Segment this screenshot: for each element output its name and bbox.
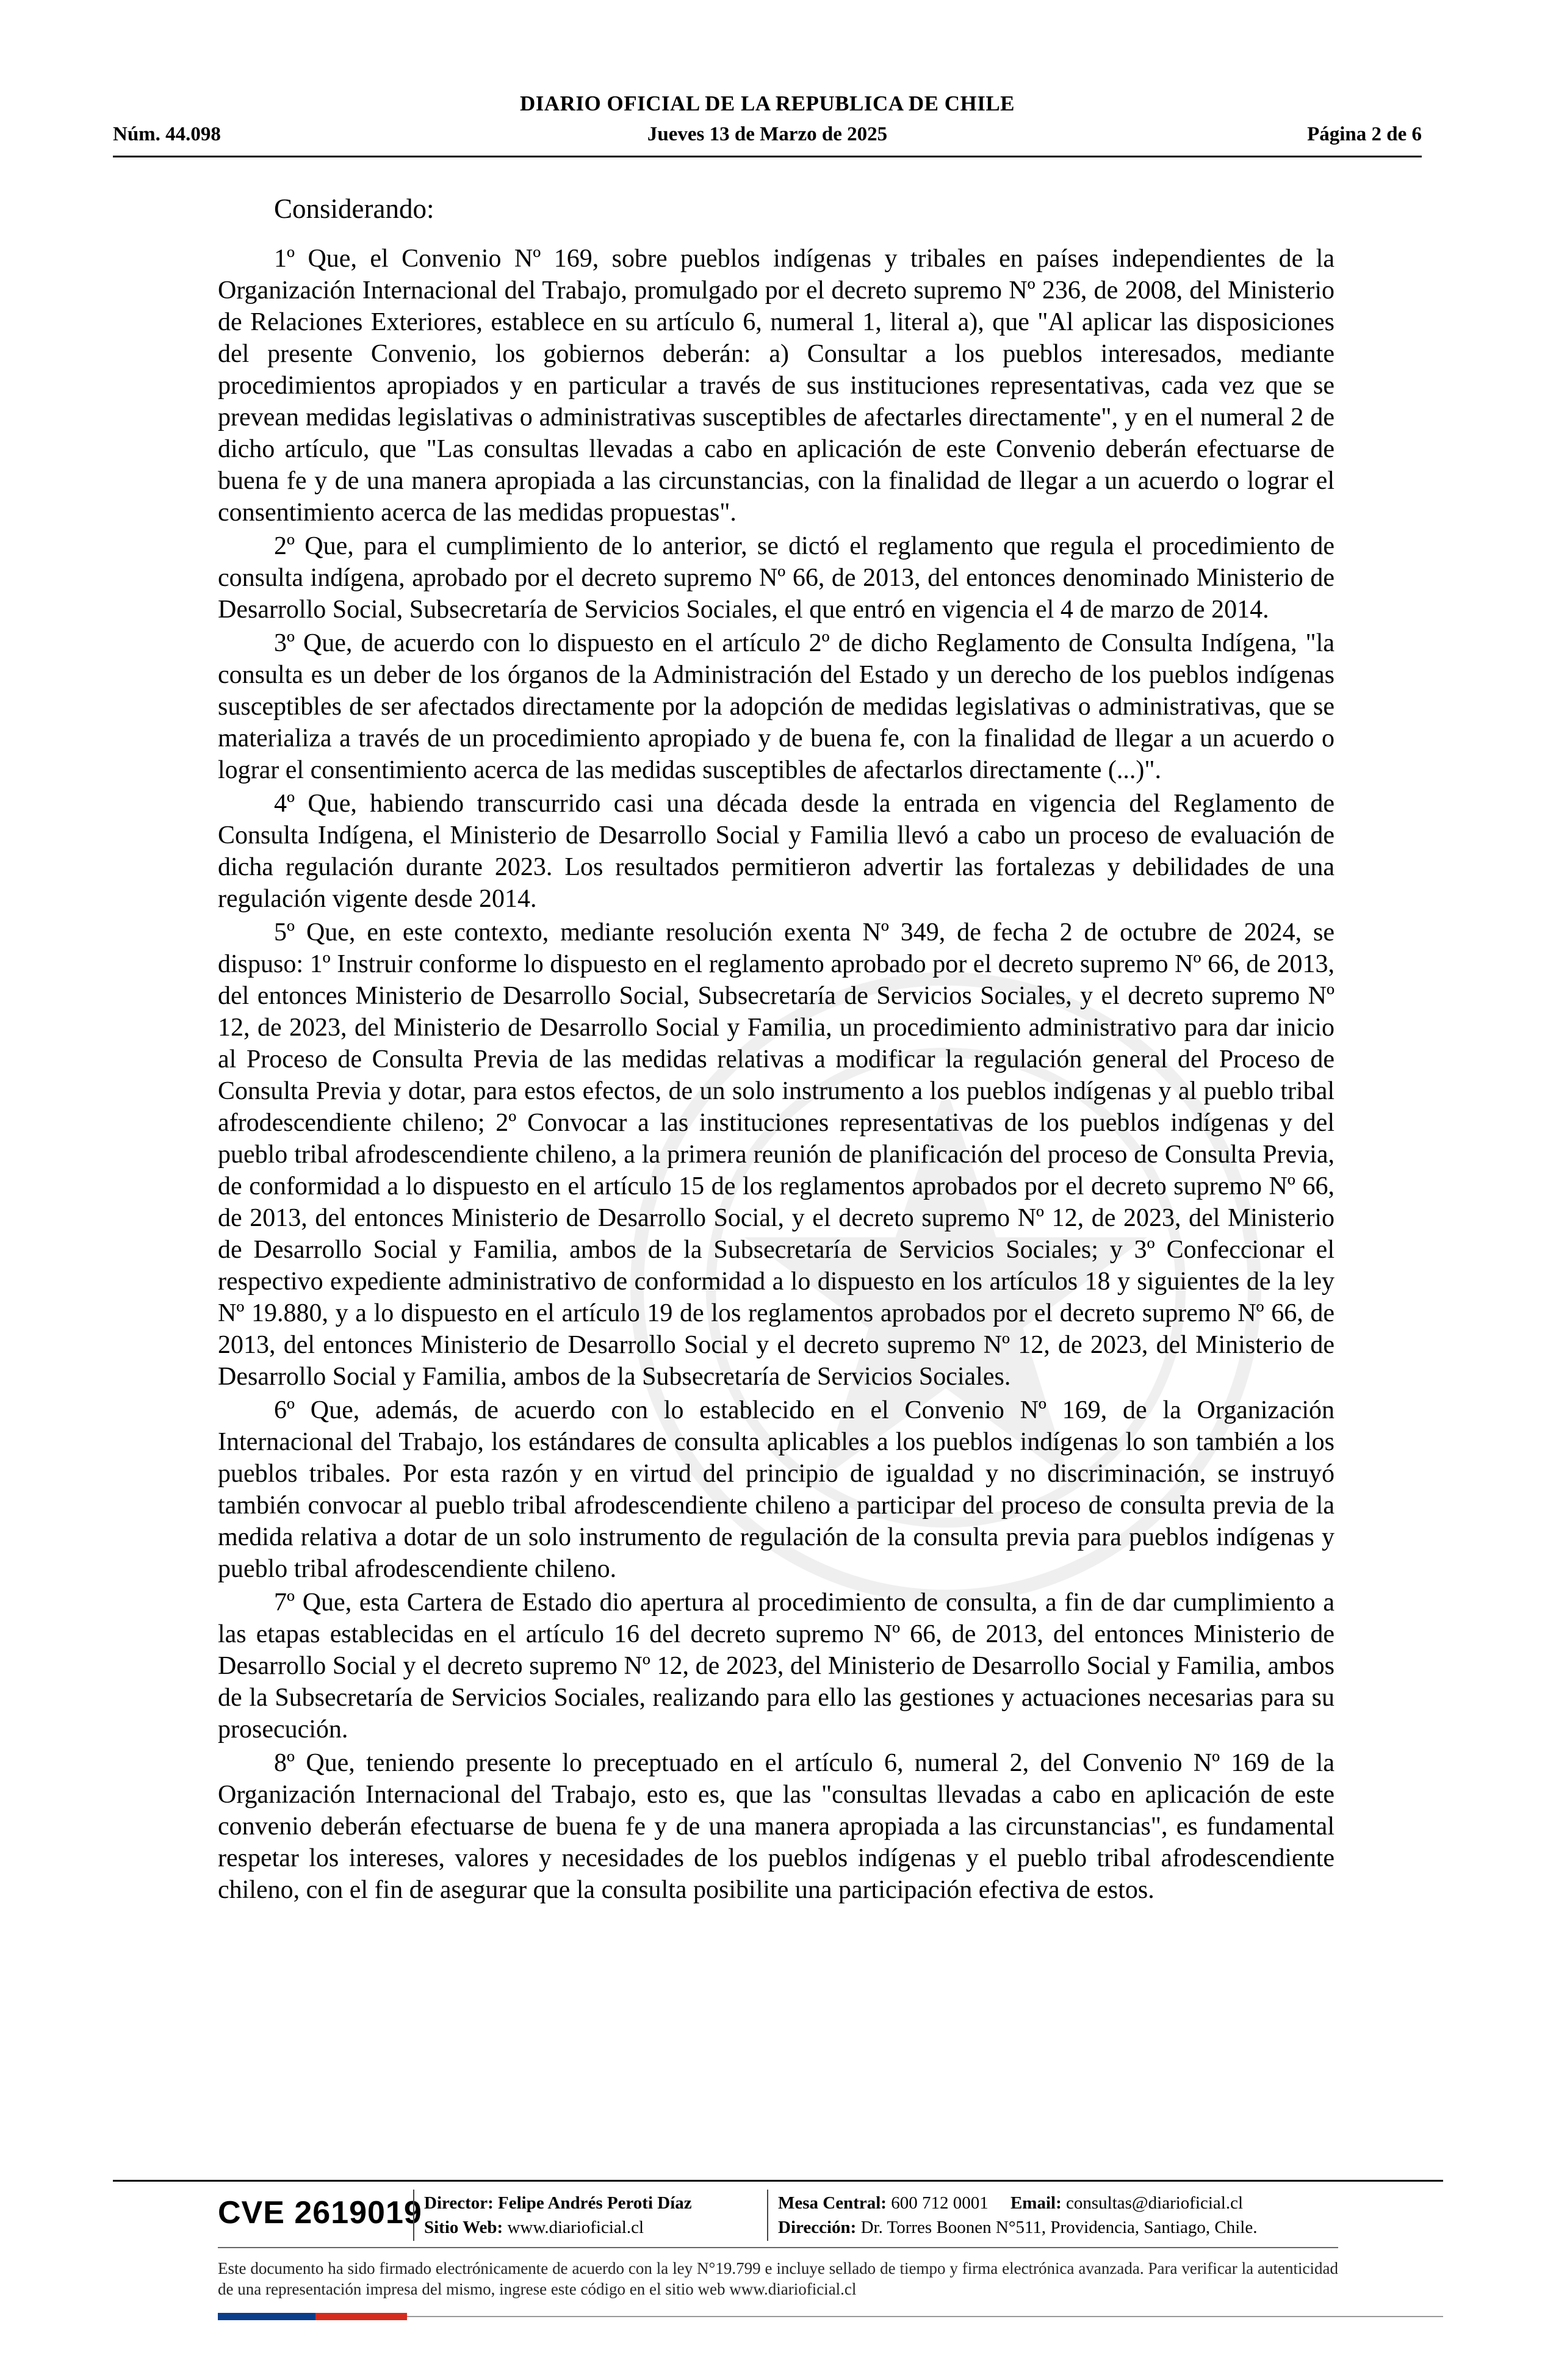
flag-red-segment xyxy=(315,2313,407,2320)
flag-blue-segment xyxy=(218,2313,315,2320)
issue-date: Jueves 13 de Marzo de 2025 xyxy=(647,123,888,145)
director-name: Felipe Andrés Peroti Díaz xyxy=(498,2193,692,2213)
paragraph-2: 2º Que, para el cumplimiento de lo anterior, se dictó el reglamento que regula el procedimiento de consulta indígena, aprobado por el decreto supremo Nº 66, de 2013, del entonces denominado Ministerio de Desarrollo Social, Subsecretaría de Servicios Sociales, el que entró en vigencia el 4 de marzo de 2014. xyxy=(218,532,1334,624)
chile-flag-stripe xyxy=(218,2313,407,2320)
paragraph-3: 3º Que, de acuerdo con lo dispuesto en el artículo 2º de dicho Reglamento de Consulta Indígena, "la consulta es un deber de los órganos de la Administración del Estado y un derecho de los pueblos indígenas susceptibles de ser afectados directamente por la adopción de medidas legislativas o administrativas, que se materializa a través de un procedimiento apropiado y de buena fe, con la finalidad de llegar a un acuerdo o lograr el consentimiento acerca de las medidas susceptibles de afectarlos directamente (...)". xyxy=(218,629,1334,784)
footer-separator xyxy=(413,2190,414,2241)
newspaper-title: DIARIO OFICIAL DE LA REPUBLICA DE CHILE xyxy=(519,92,1015,115)
page-header xyxy=(113,92,1422,159)
paragraph-4: 4º Que, habiendo transcurrido casi una década desde la entrada en vigencia del Reglamento de Consulta Indígena, el Ministerio de Desarrollo Social y Familia llevó a cabo un proceso de evaluación de dicha regulación durante 2023. Los resultados permitieron advertir las fortalezas y debilidades de una regulación vigente desde 2014. xyxy=(218,790,1334,913)
footer-divider-bottom xyxy=(407,2316,1443,2317)
address-value: Dr. Torres Boonen N°511, Providencia, Santiago, Chile. xyxy=(860,2218,1258,2237)
paragraph-8: 8º Que, teniendo presente lo preceptuado en el artículo 6, numeral 2, del Convenio Nº 169 de la Organización Internacional del Trabajo, esto es, que las "consultas llevadas a cabo en aplicación de este convenio deberán efectuarse de buena fe y de una manera apropiada a las circunstancias", es fundamental respetar los intereses, valores y necesidades de los pueblos indígenas y el pueblo tribal afrodescendiente chileno, con el fin de asegurar que la consulta posibilite una participación efectiva de estos. xyxy=(218,1749,1334,1904)
website-link[interactable]: www.diarioficial.cl xyxy=(507,2218,644,2237)
footer-separator xyxy=(767,2190,768,2241)
email-link[interactable]: consultas@diarioficial.cl xyxy=(1066,2193,1244,2213)
footer-divider-top xyxy=(113,2180,1443,2182)
address-label: Dirección: xyxy=(778,2218,857,2237)
director-label: Director: xyxy=(424,2193,494,2213)
cve-code: CVE 2619019 xyxy=(218,2195,422,2230)
website-label: Sitio Web: xyxy=(424,2218,503,2237)
header-divider xyxy=(113,156,1422,157)
considerando-heading: Considerando: xyxy=(274,193,434,224)
page-number: Página 2 de 6 xyxy=(1307,123,1422,145)
mesa-phone: 600 712 0001 xyxy=(891,2193,989,2213)
footer-divider-middle xyxy=(218,2247,1338,2248)
legal-notice: Este documento ha sido firmado electrónicamente de acuerdo con la ley N°19.799 e incluye sellado de tiempo y firma electrónica avanzada. Para verificar la autenticidad de una representación impresa del mismo, ingrese este código en el sitio web www.diarioficial.cl xyxy=(218,2259,1338,2298)
document-body xyxy=(218,193,1334,1908)
issue-number: Núm. 44.098 xyxy=(113,123,221,145)
footer-contact-block xyxy=(778,2191,1257,2240)
paragraph-6: 6º Que, además, de acuerdo con lo establecido en el Convenio Nº 169, de la Organización Internacional del Trabajo, los estándares de consulta aplicables a los pueblos indígenas lo son también a los pueblos tribales. Por esta razón y en virtud del principio de igualdad y no discriminación, se instruyó también convocar al pueblo tribal afrodescendiente chileno a participar del proceso de consulta previa de la medida relativa a dotar de un solo instrumento de regulación de la consulta previa para pueblos indígenas y pueblo tribal afrodescendiente chileno. xyxy=(218,1396,1334,1583)
paragraph-7: 7º Que, esta Cartera de Estado dio apertura al procedimiento de consulta, a fin de dar cumplimiento a las etapas establecidas en el artículo 16 del decreto supremo Nº 66, de 2013, del entonces Ministerio de Desarrollo Social y el decreto supremo Nº 12, de 2023, del Ministerio de Desarrollo Social y Familia, ambos de la Subsecretaría de Servicios Sociales, realizando para ello las gestiones y actuaciones necesarias para su prosecución. xyxy=(218,1588,1334,1744)
paragraph-5: 5º Que, en este contexto, mediante resolución exenta Nº 349, de fecha 2 de octubre de 2024, se dispuso: 1º Instruir conforme lo dispuesto en el reglamento aprobado por el decreto supremo Nº 66, de 2013, del entonces Ministerio de Desarrollo Social, Subsecretaría de Servicios Sociales, y el decreto supremo Nº 12, de 2023, del Ministerio de Desarrollo Social y Familia, un procedimiento administrativo para dar inicio al Proceso de Consulta Previa de las medidas relativas a modificar la regulación general del Proceso de Consulta Previa y dotar, para estos efectos, de un solo instrumento a los pueblos indígenas y al pueblo tribal afrodescendiente chileno; 2º Convocar a las instituciones representativas de los pueblos indígenas y del pueblo tribal afrodescendiente chileno, a la primera reunión de planificación del proceso de Consulta Previa, de conformidad a lo dispuesto en el artículo 15 de los reglamentos aprobados por el decreto supremo Nº 66, de 2013, del entonces Ministerio de Desarrollo Social, y el decreto supremo Nº 12, de 2023, del Ministerio de Desarrollo Social y Familia, ambos de la Subsecretaría de Servicios Sociales; y 3º Confeccionar el respectivo expediente administrativo de conformidad a lo dispuesto en los artículos 18 y siguientes de la ley Nº 19.880, y a lo dispuesto en el artículo 19 de los reglamentos aprobados por el decreto supremo Nº 66, de 2013, del entonces Ministerio de Desarrollo Social y el decreto supremo Nº 12, de 2023, del Ministerio de Desarrollo Social y Familia, ambos de la Subsecretaría de Servicios Sociales. xyxy=(218,918,1334,1391)
paragraph-1: 1º Que, el Convenio Nº 169, sobre pueblos indígenas y tribales en países independientes de la Organización Internacional del Trabajo, promulgado por el decreto supremo Nº 236, de 2008, del Ministerio de Relaciones Exteriores, establece en su artículo 6, numeral 1, literal a), que "Al aplicar las disposiciones del presente Convenio, los gobiernos deberán: a) Consultar a los pueblos interesados, mediante procedimientos apropiados y en particular a través de sus instituciones representativas, cada vez que se prevean medidas legislativas o administrativas susceptibles de afectarles directamente", y en el numeral 2 de dicho artículo, que "Las consultas llevadas a cabo en aplicación de este Convenio deberán efectuarse de buena fe y de una manera apropiada a las circunstancias, con la finalidad de llegar a un acuerdo o lograr el consentimiento acerca de las medidas propuestas". xyxy=(218,245,1334,527)
page-footer xyxy=(218,2190,1338,2245)
email-label: Email: xyxy=(1010,2193,1062,2213)
footer-director-block xyxy=(424,2191,692,2240)
mesa-label: Mesa Central: xyxy=(778,2193,887,2213)
